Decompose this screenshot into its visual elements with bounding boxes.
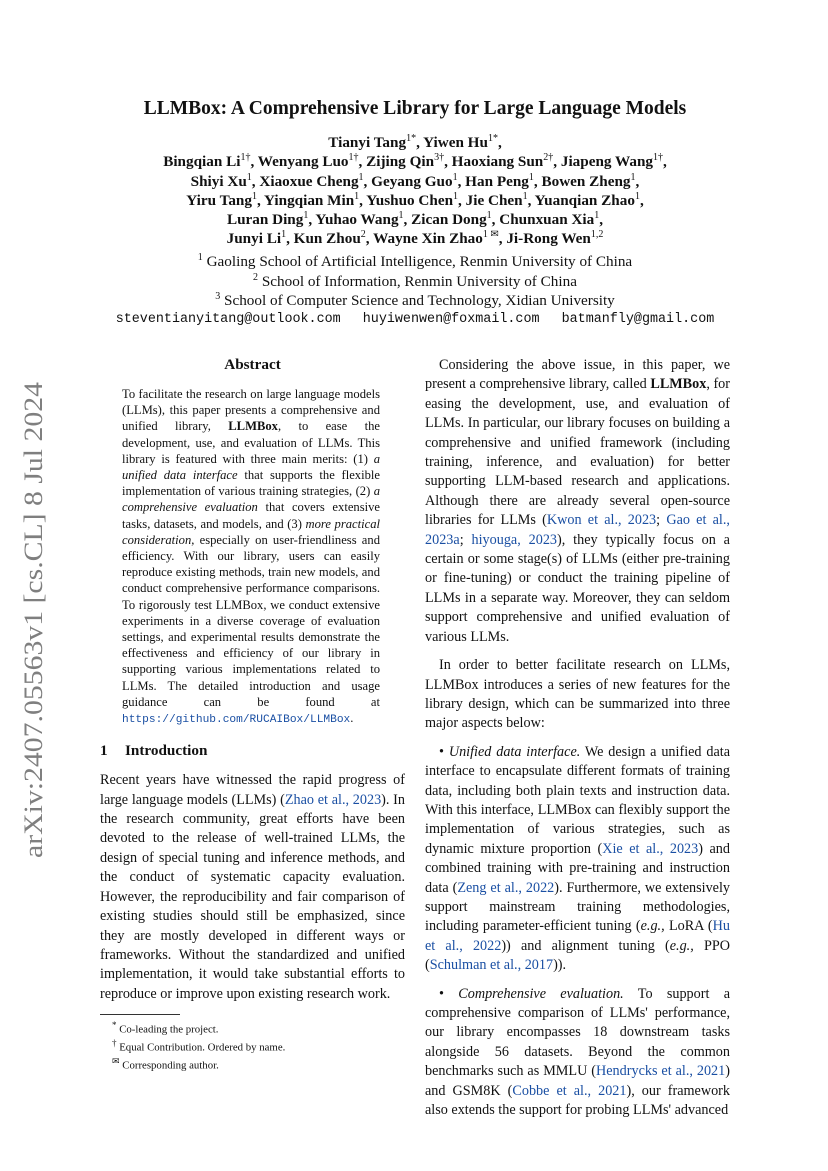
author-separator: , — [363, 172, 372, 190]
author-affiliation-mark: 2† — [543, 152, 554, 164]
author-separator: , — [458, 191, 466, 209]
citation-link[interactable]: Kwon et al., 2023 — [546, 512, 657, 529]
author-name: Junyi Li — [226, 230, 282, 248]
author-line — [80, 229, 750, 248]
author-name: Yingqian Min — [264, 191, 355, 209]
author-name: Haoxiang Sun — [451, 153, 544, 171]
footnote-mark: ✉ — [112, 1055, 120, 1066]
author-separator: , — [358, 153, 367, 171]
author-separator: , — [365, 230, 374, 248]
affiliation-number: 2 — [253, 271, 259, 283]
section-number: 1 — [100, 742, 108, 760]
feature-comprehensive-evaluation: • Comprehensive evaluation. To support a comprehensive comparison of LLMs' performance, our library encompasses 18 downstream tasks alongside 56 datasets. Beyond the common benchmarks such as MMLU (Hendrycks et al., 2021) and GSM8K (Cobbe et al., 2021), our framework also extends the support for probing LLMs' advanced — [425, 985, 730, 1119]
email-address[interactable]: steventianyitang@outlook.com — [115, 312, 341, 327]
author-separator: , — [250, 153, 258, 171]
author-affiliation-mark: 1 — [358, 171, 364, 183]
feature-unified-data-interface: • Unified data interface. We design a unified data interface to encapsulate different formats of training data, including both plain texts and instruction data. With this interface, LLMBox can flexibly support the implementation of various strategies, such as dynamic mixture proportion (Xie et al., 2023) and combined training with pre-training and instruction data (Zeng et al., 2022). Furthermore, we extensively support mainstream training methodologies, including parameter-efficient tuning (e.g., LoRA (Hu et al., 2022)) and alignment tuning (e.g., PPO (Schulman et al., 2017)). — [425, 743, 731, 974]
citation-link[interactable]: Cobbe et al., 2021 — [512, 1082, 627, 1099]
author-name: Shiyi Xu — [190, 172, 247, 190]
abstract-body: To facilitate the research on large language models (LLMs), this paper presents a comprehensive and unified library, LLMBox, to ease the development, use, and evaluation of LLMs. This library is featured with three main merits: (1) a unified data interface that supports the flexible implementation of various training strategies, (2) a comprehensive evaluation that covers extensive tasks, datasets, and models, and (3) more practical consideration, especially on user-friendliness and efficiency. With our library, users can easily reproduce existing methods, train new models, and conduct comprehensive performance comparisons. To rigorously test LLMBox, we conduct extensive experiments in a diverse coverage of evaluation settings, and experimental results demonstrate the effectiveness and efficiency of our library in supporting various implementations related to LLMs. The detailed introduction and usage guidance can be found at https://github.com/RUCAIBox/LLMBox. — [122, 387, 380, 727]
author-line — [80, 152, 750, 171]
author-separator: , — [251, 172, 260, 190]
author-affiliation-mark: 1* — [487, 132, 498, 144]
author-separator: , — [308, 211, 316, 229]
github-url-link[interactable]: https://github.com/RUCAIBox/LLMBox — [122, 714, 351, 727]
author-separator: , — [662, 153, 667, 171]
author-separator: , — [498, 230, 507, 248]
author-separator: , — [286, 230, 294, 248]
footnote — [100, 1019, 405, 1037]
author-name: Yiwen Hu — [423, 134, 488, 151]
author-separator: , — [491, 211, 500, 229]
author-name: Zijing Qin — [366, 153, 435, 171]
footnote-text: Co-leading the project. — [116, 1023, 219, 1036]
author-line — [80, 172, 750, 191]
author-separator: , — [444, 153, 452, 171]
citation-link[interactable]: Gao et al., 2023a — [425, 512, 730, 548]
author-affiliation-mark: 1 — [398, 210, 404, 222]
footnote — [100, 1037, 405, 1055]
author-name: Han Peng — [465, 172, 529, 190]
left-column — [100, 356, 405, 1073]
author-name: Yushuo Chen — [366, 191, 454, 209]
author-affiliation-mark: 1 — [630, 171, 636, 183]
affiliation-text: School of Information, Renmin University of China — [261, 272, 577, 290]
author-affiliation-mark: 1† — [652, 152, 663, 164]
author-affiliation-mark: 1,2 — [590, 229, 604, 241]
abstract-heading: Abstract — [224, 356, 281, 373]
author-line — [80, 191, 750, 210]
citation-link[interactable]: Zhao et al., 2023 — [284, 791, 382, 808]
author-separator: , — [403, 211, 412, 229]
author-separator: , — [639, 191, 644, 209]
citation-link[interactable]: hiyouga, 2023 — [471, 531, 558, 548]
introduction-heading — [100, 742, 405, 760]
author-name: Jie Chen — [465, 191, 523, 209]
author-separator: , — [457, 172, 466, 190]
bullet-icon: • — [439, 985, 459, 1002]
author-separator: , — [256, 191, 264, 209]
author-separator: , — [416, 134, 424, 151]
footnote-text: Corresponding author. — [119, 1059, 219, 1072]
author-separator: , — [635, 172, 640, 190]
author-name: Tianyi Tang — [328, 134, 407, 151]
footnote-text: Equal Contribution. Ordered by name. — [116, 1041, 286, 1054]
author-affiliation-mark: 1 — [452, 171, 458, 183]
author-emails — [80, 312, 750, 327]
affiliation-text: Gaoling School of Artificial Intelligence, Renmin University of China — [206, 253, 633, 270]
footnotes — [100, 1019, 405, 1072]
author-name: Bingqian Li — [163, 153, 241, 171]
author-affiliation-mark: 1† — [348, 152, 359, 164]
author-name: Jiapeng Wang — [560, 153, 653, 171]
author-line — [80, 133, 750, 152]
affiliation-number: 1 — [197, 251, 203, 263]
email-address[interactable]: batmanfly@gmail.com — [561, 312, 715, 327]
author-affiliation-mark: 1 — [303, 210, 309, 222]
affiliation — [80, 272, 750, 292]
author-affiliation-mark: 1 — [594, 210, 600, 222]
affiliation-text: School of Computer Science and Technology, Xidian University — [224, 292, 615, 309]
author-name: Wayne Xin Zhao — [373, 230, 483, 248]
author-affiliation-mark: 1 — [528, 171, 534, 183]
author-name: Chunxuan Xia — [499, 211, 595, 229]
author-name: Bowen Zheng — [541, 172, 631, 190]
citation-link[interactable]: Zeng et al., 2022 — [457, 879, 555, 896]
author-affiliation-mark: 1 — [251, 190, 257, 202]
author-separator: , — [533, 172, 542, 190]
author-name: Wenyang Luo — [257, 153, 349, 171]
intro-paragraph: Recent years have witnessed the rapid progress of large language models (LLMs) (Zhao et al., 2023). In the research community, great efforts have been devoted to the release of well-trained LLMs, the design of special tuning and inference methods, and the conduct of systematic capacity evaluation. However, the reproducibility and fair comparison of existing studies should still be emphasized, since they are mostly developed in different ways or frameworks. Without the standardized and unified implementation, it would take substantial efforts to reproduce or improve upon existing research work. — [100, 772, 405, 1002]
footnote-mark: * — [112, 1020, 117, 1031]
right-column — [425, 356, 730, 1120]
author-name: Xiaoxue Cheng — [259, 172, 359, 190]
author-line — [80, 210, 750, 229]
author-name: Yuhao Wang — [315, 211, 399, 229]
author-affiliation-mark: 1† — [240, 152, 251, 164]
arxiv-identifier-stamp — [10, 380, 52, 860]
affiliation-list — [80, 252, 750, 311]
citation-link[interactable]: Hendrycks et al., 2021 — [596, 1063, 726, 1080]
author-affiliation-mark: 1* — [406, 132, 417, 144]
section-title: Introduction — [125, 742, 208, 760]
author-name: Ji-Rong Wen — [506, 230, 591, 248]
author-separator: , — [599, 211, 604, 229]
author-name: Yuanqian Zhao — [534, 191, 635, 209]
right-paragraph-1: Considering the above issue, in this paper, we present a comprehensive library, called LLMBox, for easing the development, use, and evaluation of LLMs. In particular, our library focuses on building a comprehensive and unified framework (including training, inference, and evaluation) for better supporting LLM-based research and applications. Although there are already several open-source libraries for LLMs (Kwon et al., 2023; Gao et al., 2023a; hiyouga, 2023), they typically focus on a certain or some stage(s) of LLMs (either pre-training or fine-tuning) or conduct the training pipeline of LLMs in a separate way. Moreover, they can seldom support comprehensive and unified evaluation of various LLMs. — [425, 357, 730, 645]
arxiv-stamp-text: arXiv:2407.05563v1 [cs.CL] 8 Jul 2024 — [19, 442, 48, 858]
author-affiliation-mark: 1 — [354, 190, 360, 202]
author-affiliation-mark: 3† — [434, 152, 445, 164]
author-affiliation-mark: 1 — [634, 190, 640, 202]
footnote — [100, 1055, 405, 1073]
citation-link[interactable]: Schulman et al., 2017 — [429, 957, 554, 974]
author-affiliation-mark: 1 ✉ — [482, 229, 499, 241]
author-affiliation-mark: 1 — [281, 229, 287, 241]
author-name: Geyang Guo — [371, 172, 453, 190]
email-address[interactable]: huyiwenwen@foxmail.com — [362, 312, 540, 327]
right-paragraph-2: In order to better facilitate research on LLMs, LLMBox introduces a series of new features for the library design, which can be summarized into three major aspects below: — [425, 657, 730, 732]
author-affiliation-mark: 1 — [486, 210, 492, 222]
bullet-icon: • — [439, 743, 449, 760]
author-separator: , — [553, 153, 561, 171]
affiliation — [80, 252, 750, 272]
affiliation-number: 3 — [215, 290, 221, 302]
author-affiliation-mark: 1 — [453, 190, 459, 202]
author-separator: , — [497, 134, 502, 151]
author-name: Zican Dong — [411, 211, 487, 229]
author-separator: , — [359, 191, 367, 209]
footnote-rule — [100, 1014, 180, 1015]
author-affiliation-mark: 2 — [360, 229, 366, 241]
author-affiliation-mark: 1 — [522, 190, 528, 202]
citation-link[interactable]: Xie et al., 2023 — [602, 840, 699, 857]
footnote-mark: † — [112, 1037, 117, 1048]
author-separator: , — [527, 191, 535, 209]
author-name: Luran Ding — [226, 211, 304, 229]
author-list — [80, 133, 750, 249]
affiliation — [80, 291, 750, 311]
author-name: Kun Zhou — [293, 230, 361, 248]
paper-title: LLMBox: A Comprehensive Library for Large Language Models — [143, 98, 687, 119]
author-affiliation-mark: 1 — [246, 171, 252, 183]
author-name: Yiru Tang — [186, 191, 252, 209]
citation-link[interactable]: Hu et al., 2022 — [425, 918, 730, 954]
